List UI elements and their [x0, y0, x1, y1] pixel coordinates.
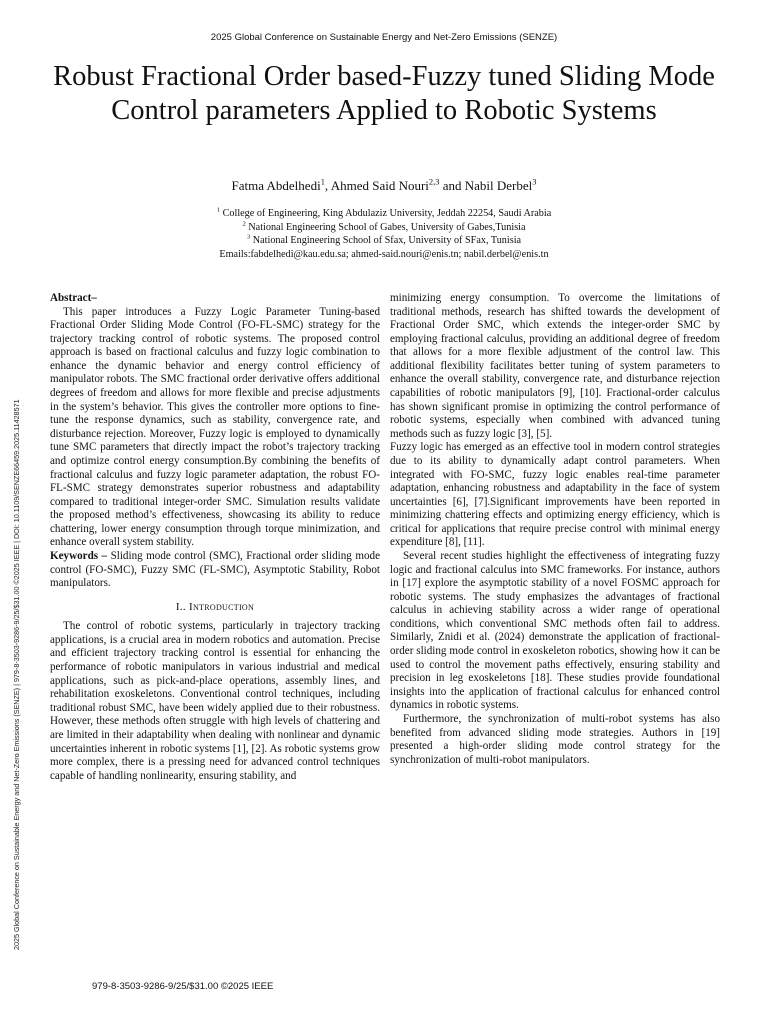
email-line: Emails:fabdelhedi@kau.edu.sa; ahmed-said.nouri@enis.tn; nabil.derbel@enis.tn [219, 248, 549, 260]
body-paragraph: Several recent studies highlight the effectiveness of integrating fuzzy logic and fractional calculus into SMC frameworks. For instance, authors in [17] explore the asymptotic stability of a novel FOSMC approach for robotic systems. The study emphasizes the advantages of fractional calculus in achieving stability across a wider range of operational conditions, which conventional SMC methods often fail to address. Similarly, Znidi et al. (2024) demonstrate the application of fractional-order sliding mode control in exoskeleton robotics, showing how it can be used to control the movement paths effectively, ensuring stability and precision in leg exoskeletons [18]. These studies provide foundational insights into the application of fractional calculus for enhanced control dynamics in robotic systems. [390, 549, 720, 712]
author-affil-sup: 2,3 [428, 176, 440, 187]
right-column [390, 292, 720, 767]
author-affil-sup: 1 [320, 176, 325, 187]
body-paragraph: minimizing energy consumption. To overcome the limitations of traditional methods, research has shifted towards the development of Fractional Order SMC, which extends the integer-order SMC by employing fractional calculus, providing an additional degree of freedom that allows for a more flexible adjustment of the control law. This additional flexibility facilitates better tuning of system parameters to enhance the overall stability, convergence rate, and disturbance rejection capabilities of robotic manipulators [9], [10]. Fractional-order calculus has shown significant promise in optimizing the control performance of robotic systems, especially when combined with advanced tuning methods such as fuzzy logic [3], [5]. [390, 292, 720, 440]
affiliation-line [0, 234, 768, 248]
author-name: Ahmed Said Nouri [330, 178, 429, 193]
keywords-paragraph [50, 550, 380, 591]
body-paragraph: Fuzzy logic has emerged as an effective tool in modern control strategies due to its ability to dynamically adapt control parameters. When integrated with FO-SMC, fuzzy logic enables real-time parameter adaptation, enhancing robustness and adaptability in the face of system uncertainties [6], [7].Significant improvements have been reported in minimizing chattering effects and optimizing energy efficiency, which is critical for applications that require precise control with minimal energy expenditure [8], [11]. [390, 441, 720, 549]
conference-header: 2025 Global Conference on Sustainable Energy and Net-Zero Emissions (SENZE) [210, 32, 558, 43]
author-name: Nabil Derbel [464, 178, 533, 193]
section-number: I.. [175, 600, 190, 613]
affiliation-sup: 1 [216, 206, 221, 214]
section-title: Introduction [189, 600, 255, 613]
affiliation-text: College of Engineering, King Abdulaziz University, Jeddah 22254, Saudi Arabia [220, 208, 552, 219]
left-column [50, 292, 380, 783]
affiliation-line [0, 221, 768, 235]
side-doi-strip: 2025 Global Conference on Sustainable Energy and Net-Zero Emissions (SENZE) | 979-8-3503-9286-9/25/$31.00 ©2025 IEEE | DOI: 10.1109/SENZE66459.2025.11428571 [12, 399, 21, 950]
keywords-heading: Keywords – [50, 549, 108, 562]
abstract-body: This paper introduces a Fuzzy Logic Parameter Tuning-based Fractional Order Sliding Mode Control (FO-FL-SMC) strategy for the trajectory tracking control of robotic systems. The proposed control approach is based on fractional calculus and fuzzy logic combination to enhance the dynamic behavior and energy control efficiency of manipulator robots. The SMC fractional order derivative offers additional degrees of freedom and allows for more flexible and precise adjustments in the system’s behavior. This gives the controller more options to fine-tune the response dynamics, such as stability, convergence rate, and disturbance rejection. Moreover, Fuzzy logic is employed to dynamically tune SMC parameters that directly impact the robot’s trajectory tracking and optimize control energy consumption.By combining the benefits of fractional calculus and fuzzy logic parameter adaptation, the robust FO-FL-SMC strategy demonstrates superior robustness and adaptability compared to traditional integer-order SMC. Simulation results validate the proposed method’s effectiveness, showcasing its ability to reduce chattering, lower energy consumption through torque minimization, and enhance overall system stability. [50, 305, 380, 549]
affiliation-sup: 2 [242, 220, 246, 228]
intro-paragraph: The control of robotic systems, particularly in trajectory tracking applications, is a crucial area in modern robotics and automation. Precise and efficient trajectory tracking control is essential for enhancing the performance of robotic manipulators in various industrial and medical applications, such as pick-and-place operations, assembly lines, and rehabilitation exoskeletons. Conventional control techniques, including traditional robust SMC, have been widely applied due to their robustness. However, these methods often struggle with high levels of chattering and are limited in their adaptability when dealing with nonlinear and dynamic uncertainties inherent in robotic systems [1], [2]. As robotic systems grow more complex, there is a pressing need for advanced control techniques capable of handling nonlinearity, ensuring stability, and [50, 620, 380, 782]
section-heading-introduction [50, 601, 380, 615]
affiliation-text: National Engineering School of Sfax, University of SFax, Tunisia [250, 235, 522, 246]
affiliations [0, 207, 768, 261]
body-paragraph: Furthermore, the synchronization of multi-robot systems has also benefited from advanced sliding mode strategies. Authors in [19] presented a high-order sliding mode control strategy for the synchronization of multi-robot manipulators. [390, 712, 720, 766]
author-affil-sup: 3 [532, 176, 537, 187]
author-separator: and [439, 178, 465, 193]
paper-title: Robust Fractional Order based-Fuzzy tuned Sliding Mode Control parameters Applied to Robotic Systems [53, 61, 715, 126]
affiliation-text: National Engineering School of Gabes, University of Gabes,Tunisia [245, 221, 526, 233]
author-name: Fatma Abdelhedi [231, 178, 321, 193]
affiliation-sup: 3 [246, 233, 251, 241]
keywords-body: Sliding mode control (SMC), Fractional order sliding mode control (FO-SMC), Fuzzy SMC (FL-SMC), Asymptotic Stability, Robot manipulators. [50, 549, 380, 590]
author-separator: , [324, 178, 331, 193]
abstract-heading: Abstract– [50, 292, 97, 304]
copyright-footer: 979-8-3503-9286-9/25/$31.00 ©2025 IEEE [92, 981, 274, 992]
author-list [0, 178, 768, 194]
affiliation-line [0, 207, 768, 221]
